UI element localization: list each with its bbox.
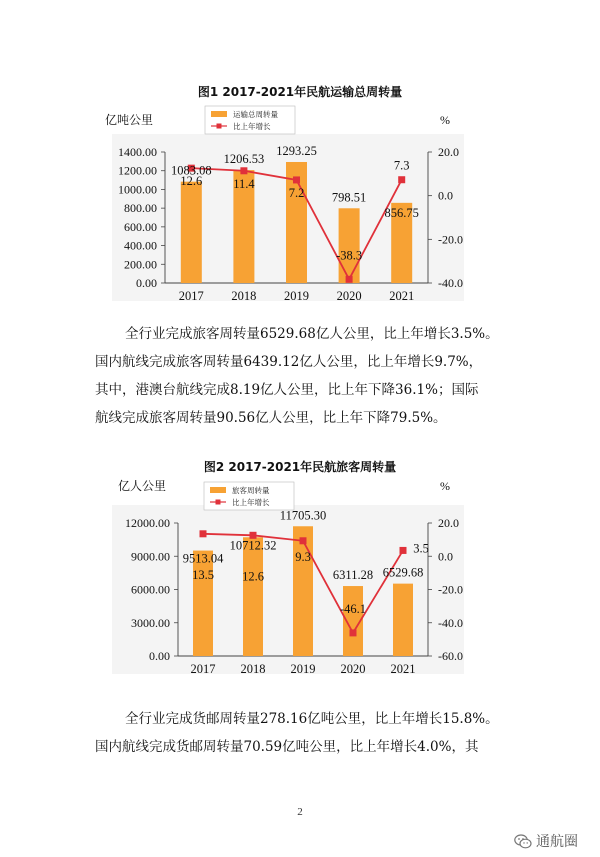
y2-tick-label: 20.0	[438, 145, 459, 159]
y2-tick-label: -20.0	[438, 232, 463, 247]
legend-line-marker	[216, 500, 221, 505]
watermark	[514, 831, 578, 851]
y2-tick-label: -40.0	[438, 276, 463, 290]
growth-value-label: -38.3	[336, 248, 363, 263]
bar-value-label: 1206.53	[223, 152, 265, 167]
chart-1-svg	[0, 100, 600, 330]
legend-line-label: 比上年增长	[232, 498, 270, 507]
growth-value-label: 3.5	[413, 541, 429, 556]
paragraph-1-line-2: 国内航线完成旅客周转量6439.12亿人公里，比上年增长9.7%，	[95, 354, 483, 370]
bar-2020	[339, 208, 360, 283]
legend-bar-swatch	[211, 111, 227, 117]
paragraph-2-line-2: 国内航线完成货邮周转量70.59亿吨公里，比上年增长4.0%，其	[95, 739, 479, 755]
bar-2018	[243, 537, 263, 656]
y-unit-label: 亿吨公里	[104, 113, 153, 127]
bar-value-label: 1293.25	[276, 143, 317, 158]
legend-bar-swatch	[210, 487, 226, 493]
bar-2017	[193, 551, 213, 656]
chart-2-svg	[0, 474, 600, 689]
x-tick-label: 2017	[178, 289, 204, 303]
y-tick-label: 400.00	[124, 238, 157, 253]
growth-marker-2018	[240, 167, 247, 174]
y-tick-label: 3000.00	[131, 615, 170, 630]
x-tick-label: 2017	[190, 662, 216, 676]
y-tick-label: 6000.00	[131, 582, 170, 597]
y-tick-label: 600.00	[124, 219, 157, 234]
legend-bar-label: 旅客周转量	[232, 486, 270, 495]
growth-value-label: 12.6	[180, 174, 203, 189]
paragraph-1-line-1: 全行业完成旅客周转量6529.68亿人公里，比上年增长3.5%。	[125, 326, 499, 342]
y-tick-label: 800.00	[124, 201, 157, 216]
paragraph-1-line-4: 航线完成旅客周转量90.56亿人公里，比上年下降79.5%。	[95, 410, 447, 426]
watermark-text: 通航圈	[536, 834, 578, 850]
wechat-icon	[514, 834, 532, 849]
growth-value-label: 13.5	[192, 567, 214, 582]
y-tick-label: 200.00	[124, 257, 157, 272]
x-tick-label: 2019	[290, 662, 316, 676]
page-number: 2	[297, 806, 303, 818]
y2-tick-label: -20.0	[438, 582, 463, 597]
y2-unit-label: %	[440, 113, 450, 127]
bar-value-label: 6311.28	[332, 568, 374, 583]
bar-value-label: 6529.68	[382, 565, 424, 580]
chart-1-title: 图1 2017-2021年民航运输总周转量	[197, 85, 403, 99]
bar-2021	[393, 584, 413, 656]
growth-marker-2019	[293, 176, 300, 183]
y2-tick-label: -60.0	[438, 649, 463, 663]
legend-bar-label: 运输总周转量	[233, 110, 278, 119]
paragraph-2	[95, 705, 525, 761]
x-tick-label: 2018	[240, 662, 266, 676]
legend-line-label: 比上年增长	[233, 122, 271, 131]
bar-value-label: 9513.04	[182, 551, 224, 566]
y2-tick-label: -40.0	[438, 615, 463, 630]
y-tick-label: 9000.00	[131, 549, 170, 564]
legend-line-marker	[217, 124, 222, 129]
y-tick-label: 1400.00	[118, 145, 157, 159]
y-tick-label: 12000.00	[125, 516, 170, 530]
x-tick-label: 2020	[340, 662, 366, 676]
growth-marker-2021	[400, 547, 407, 554]
y-unit-label: 亿人公里	[117, 479, 166, 493]
bar-value-label: 1083.08	[170, 163, 212, 178]
y2-tick-label: 20.0	[438, 516, 459, 530]
y-tick-label: 0.00	[149, 649, 170, 663]
growth-value-label: 7.3	[393, 158, 410, 173]
bar-value-label: 798.51	[331, 190, 367, 205]
y2-tick-label: 0.0	[438, 549, 453, 564]
bar-value-label: 10712.32	[229, 538, 277, 553]
growth-marker-2019	[300, 537, 307, 544]
y-tick-label: 1000.00	[118, 182, 157, 197]
bar-2017	[181, 182, 202, 283]
x-tick-label: 2019	[284, 289, 309, 303]
growth-marker-2017	[200, 530, 207, 537]
growth-value-label: -46.1	[339, 601, 367, 616]
y2-tick-label: 0.0	[438, 188, 453, 203]
growth-marker-2021	[398, 176, 405, 183]
y-tick-label: 1200.00	[118, 163, 157, 178]
growth-value-label: 12.6	[242, 569, 264, 584]
growth-value-label: 11.4	[233, 176, 255, 191]
paragraph-1	[95, 320, 525, 432]
x-tick-label: 2021	[389, 289, 415, 303]
y-tick-label: 0.00	[136, 276, 157, 290]
growth-marker-2020	[346, 276, 353, 283]
growth-value-label: 7.2	[288, 185, 305, 200]
x-tick-label: 2018	[231, 289, 257, 303]
paragraph-2-line-1: 全行业完成货邮周转量278.16亿吨公里，比上年增长15.8%。	[125, 711, 499, 727]
bar-value-label: 856.75	[384, 205, 419, 220]
chart-2-title: 图2 2017-2021年民航旅客周转量	[203, 460, 397, 474]
bar-value-label: 11705.30	[279, 508, 327, 523]
x-tick-label: 2020	[336, 289, 362, 303]
paragraph-1-line-3: 其中，港澳台航线完成8.19亿人公里，比上年下降36.1%；国际	[95, 382, 479, 398]
growth-value-label: 9.3	[295, 549, 311, 564]
y2-unit-label: %	[440, 479, 450, 493]
x-tick-label: 2021	[390, 662, 416, 676]
bar-2019	[293, 526, 313, 656]
growth-marker-2020	[350, 629, 357, 636]
